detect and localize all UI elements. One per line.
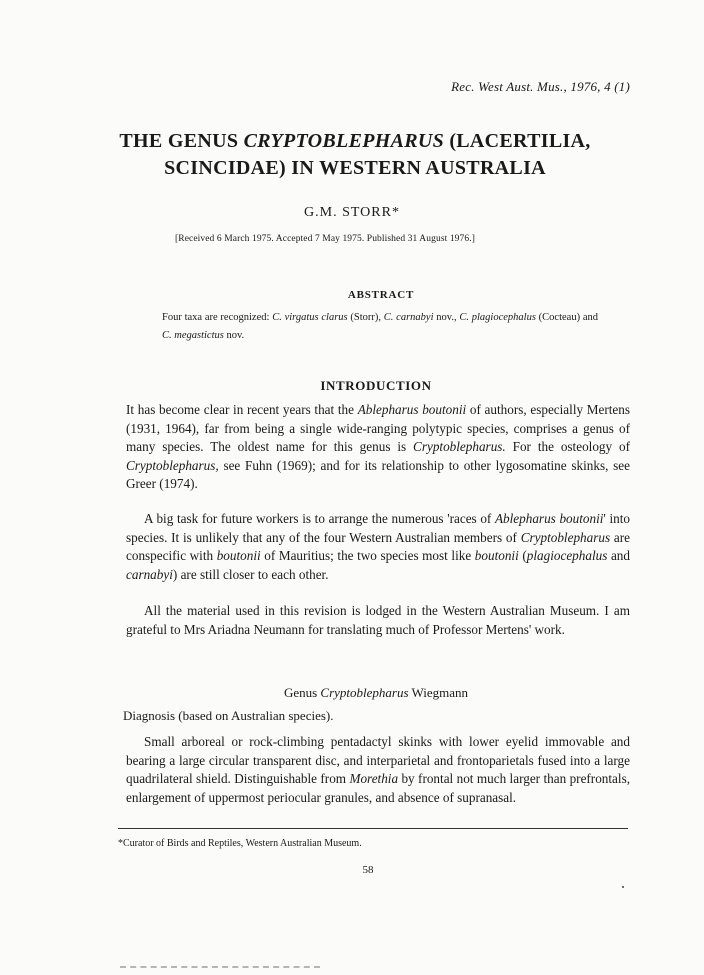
text-run: ) are still closer to each other. bbox=[172, 566, 329, 582]
species-name: C. plagiocephalus bbox=[459, 312, 536, 323]
introduction-heading: INTRODUCTION bbox=[320, 378, 432, 393]
text-run: are conspecific with bbox=[126, 529, 630, 564]
title-text-2: (LACERTILIA, bbox=[444, 130, 591, 152]
text-run: ( bbox=[518, 548, 527, 564]
taxon-name: carnabyi bbox=[126, 566, 173, 582]
species-name: C. megastictus bbox=[162, 330, 224, 341]
text-run: see Fuhn (1969); and for its relationship to other lygosomatine skinks, see Greer (1974). bbox=[126, 457, 630, 492]
text-run: by frontal not much larger than prefrontals, enlargement of uppermost periocular granules, and absence of supranasal. bbox=[126, 771, 630, 805]
scan-speck bbox=[622, 886, 624, 888]
abstract-heading: ABSTRACT bbox=[347, 289, 415, 301]
species-name: C. carnabyi bbox=[383, 312, 434, 323]
page-number: 58 bbox=[362, 864, 374, 876]
intro-paragraph-1 bbox=[126, 401, 630, 494]
text-run: All the material used in this revision is lodged in the Western Australian Museum. I am grateful to Mrs Ariadna Neumann for translating much of Professor Mertens' work. bbox=[126, 603, 630, 637]
taxon-name: Cryptoblepharus bbox=[520, 529, 611, 545]
text-run: and bbox=[607, 548, 630, 564]
text-run: of Mauritius; the two species most like bbox=[260, 548, 475, 564]
title-text-1: THE GENUS bbox=[119, 130, 244, 152]
text-run: Small arboreal or rock-climbing pentadactyl skinks with lower eyelid immovable and bearing a large circular transparent disc, and interparietal and frontoparietals fused into a large quadrilateral shield. Distinguishable from bbox=[126, 734, 630, 787]
diagnosis-heading bbox=[123, 708, 333, 724]
taxon-name: Cryptoblepharus bbox=[320, 685, 409, 700]
text-run: It has become clear in recent years that the bbox=[126, 402, 358, 417]
title-genus: CRYPTOBLEPHARUS bbox=[243, 130, 445, 152]
species-name: C. virgatus clarus bbox=[272, 312, 348, 323]
taxon-name: plagiocephalus bbox=[526, 548, 608, 564]
intro-paragraph-3 bbox=[126, 602, 630, 639]
scan-edge-marks bbox=[120, 966, 320, 971]
paper-title bbox=[100, 128, 610, 182]
journal-citation: Rec. West Aust. Mus., 1976, 4 (1) bbox=[451, 79, 630, 94]
genus-heading bbox=[0, 685, 704, 701]
publication-dates: [Received 6 March 1975. Accepted 7 May 1975. Published 31 August 1976.] bbox=[175, 234, 475, 244]
text-run: Wiegmann bbox=[408, 685, 469, 700]
author-name: G.M. STORR* bbox=[304, 205, 400, 220]
text-run: A big task for future workers is to arrange the numerous 'races of bbox=[144, 511, 495, 526]
taxon-name: Cryptoblepharus, bbox=[126, 457, 219, 473]
text-run: ' into species. It is unlikely that any of the four Western Australian members of bbox=[126, 511, 630, 545]
text-run: (based on Australian species). bbox=[175, 708, 334, 723]
taxon-name: Cryptoblepharus. bbox=[413, 439, 506, 455]
abstract-run: nov., bbox=[433, 312, 460, 323]
abstract-run: Four taxa are recognized: bbox=[162, 312, 273, 323]
text-run: of authors, especially Mertens (1931, 1964), far from being a single wide-ranging polytypic species, comprises a genus of many species. The oldest name for this genus is bbox=[126, 402, 630, 455]
text-run: For the osteology of bbox=[505, 439, 630, 455]
abstract-text bbox=[162, 309, 598, 345]
taxon-name: boutonii bbox=[474, 548, 519, 564]
taxon-name: Ablepharus boutonii bbox=[494, 511, 604, 526]
diagnosis-label: Diagnosis bbox=[123, 708, 175, 723]
taxon-name: boutonii bbox=[216, 548, 261, 564]
title-line-2: SCINCIDAE) IN WESTERN AUSTRALIA bbox=[164, 157, 546, 179]
abstract-run: (Cocteau) and bbox=[535, 312, 599, 323]
intro-paragraph-2 bbox=[126, 510, 630, 584]
footnote: *Curator of Birds and Reptiles, Western Australian Museum. bbox=[118, 838, 362, 849]
diagnosis-paragraph bbox=[126, 733, 630, 807]
abstract-run: (Storr), bbox=[347, 312, 384, 323]
footnote-rule bbox=[118, 828, 628, 829]
taxon-name: Ablepharus boutonii bbox=[357, 402, 467, 417]
abstract-run: nov. bbox=[223, 330, 245, 341]
text-run: Genus bbox=[283, 685, 321, 700]
taxon-name: Morethia bbox=[349, 771, 399, 787]
